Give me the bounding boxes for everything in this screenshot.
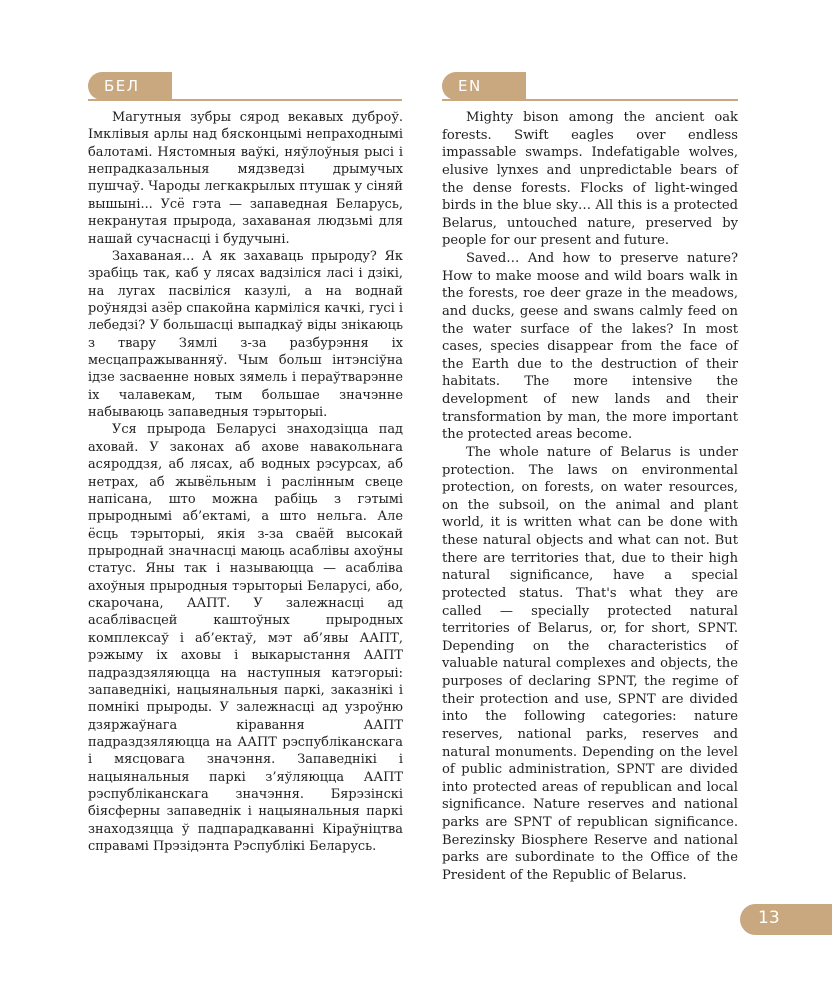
language-tab-en [442, 72, 526, 100]
english-column [442, 109, 738, 885]
en-paragraph-3: The whole nature of Belarus is under protection. The laws on environmental protection, on forests, on water resources, on the subsoil, on the animal and plant world, it is written what can be done with these natural objects and what can not. But there are territories that, due to their high natural significance, have a special protected status. That's what they are called — specially protected natural territories of Belarus, or, for short, SPNT. Depending on the characteristics of valuable natural complexes and objects, the purposes of declaring SPNT, the regime of their protection and use, SPNT are divided into the following categories: nature reserves, national parks, reserves and natural monuments. Depending on the level of public administration, SPNT are divided into protected areas of republican and local significance. Nature reserves and national parks are SPNT of republican significance. Berezinsky Biosphere Reserve and national parks are subordinate to the Office of the President of the Republic of Belarus. [442, 444, 738, 883]
header-rule-be [88, 99, 402, 101]
en-paragraph-1: Mighty bison among the ancient oak forests. Swift eagles over endless impassable swamps. Indefatigable wolves, elusive lynxes and unpredictable bears of the dense forests. Flocks of light-winged birds in the blue sky… All this is a protected Belarus, untouched nature, preserved by people for our present and future. [442, 110, 738, 249]
page-number-badge [740, 904, 832, 935]
be-paragraph-3: Уся прырода Беларусі знаходзіцца пад аховай. У законах аб ахове навакольнага асяроддзя, аб лясах, аб водных рэсурсах, аб нетрах, аб жывёльным і раслінным свеце напісана, што можна рабіць з гэтымі прыроднымі аб’ектамі, а што нельга. Але ёсць тэрыторыі, якія з-за сваёй высокай прыроднай значнасці маюць асаблівы ахоўны статус. Яны так і называюцца — асабліва ахоўныя прыродныя тэрыторыі Беларусі, або, скарочана, ААПТ. У залежнасці ад асаблівасцей каштоўных прыродных комплексаў і аб’ектаў, мэт аб’явы ААПТ, рэжыму іх аховы і выкарыстання ААПТ падраздзяляюцца на наступныя катэгорыі: запаведнікі, нацыянальныя паркі, заказнікі і помнікі прыроды. У залежнасці ад узроўню дзяржаўнага кіравання ААПТ падраздзяляюцца на ААПТ рэспубліканскага і мясцовага значэння. Запаведнікі і нацыянальныя паркі з’яўляюцца ААПТ рэспубліканскага значэння. Бярэзінскі біясферны запаведнік і нацыянальныя паркі знаходзяцца ў падпарадкаванні Кіраўніцтва справамі Прэзідэнта Рэспублікі Беларусь. [88, 422, 403, 855]
belarusian-column [88, 109, 403, 855]
page-number: 13 [758, 908, 780, 928]
be-paragraph-1: Магутныя зубры сярод векавых дуброў. Імклівыя арлы над бясконцымі непраходнымі балотамі. Нястомныя ваўкі, няўлоўныя рысі і непрадказальныя мядзведзі дрымучых пушчаў. Чароды легкакрылых птушак у сіняй вышыні... Усё гэта — запаведная Беларусь, некранутая прырода, захаваная людзьмі для нашай сучаснасці і будучыні. [88, 110, 403, 247]
language-tab-be-label: БЕЛ [104, 77, 140, 95]
language-tab-en-label: EN [458, 77, 482, 95]
language-tab-be [88, 72, 172, 100]
be-paragraph-2: Захаваная... А як захаваць прыроду? Як зрабіць так, каб у лясах вадзіліся ласі і дзікі, на лугах пасвіліся казулі, а на воднай роўнядзі азёр спакойна карміліся качкі, гусі і лебедзі? У большасці выпадкаў віды знікаюць з твару Зямлі з-за разбурэння іх месцапражыванняў. Чым больш інтэнсіўна ідзе засваенне новых зямель і пераўтварэнне іх чалавекам, тым большае значэнне набываюць запаведныя тэрыторыі. [88, 248, 403, 421]
header-rule-en [442, 99, 738, 101]
en-paragraph-2: Saved… And how to preserve nature? How to make moose and wild boars walk in the forests, roe deer graze in the meadows, and ducks, geese and swans calmly feed on the water surface of the lakes? In most cases, species disappear from the face of the Earth due to the destruction of their habitats. The more intensive the development of new lands and their transformation by man, the more important the protected areas become. [442, 251, 738, 443]
